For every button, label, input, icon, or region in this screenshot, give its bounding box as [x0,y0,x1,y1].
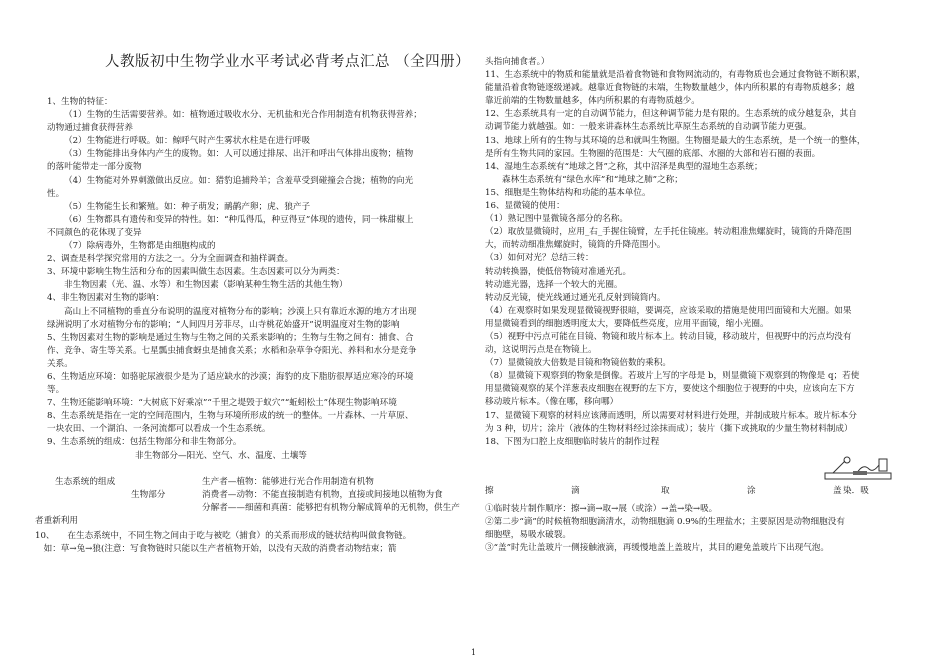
left-text-lines [47,96,467,450]
text-line: （3）如何对光？总结三转： [485,253,594,264]
text-line: 性。 [47,188,65,199]
page-title: 人教版初中生物学业水平考试必背考点汇总 （全四册） [105,54,471,70]
text-line: 2、调查是科学探究常用的方法之一。分为全面调查和抽样调查。 [47,254,294,265]
text-line: （5）生物能生长和繁殖。如：种子萌发；鸸鹋产卵；虎、狼产子 [64,201,311,212]
text-line: （7）显微镜放大倍数是目镜和物镜倍数的乘积。 [485,358,671,369]
page-number: 1 [471,648,477,657]
text-line: 13、地球上所有的生物与其环境的总和就叫生物圈。生物圈是最大的生态系统，是一个统一的整体， [485,135,866,146]
prep-note-3: ③“盖”时先让盖玻片一侧接触液滴，再缓慢地盖上盖玻片，其目的避免盖玻片下出现气泡。 [485,543,829,554]
prep-step-label: 取 [661,485,670,496]
text-line: 森林生态系统有“绿色水库”和“地球之肺”之称； [502,174,683,185]
text-line: 4、非生物因素对生物的影响： [47,293,165,304]
text-line: 17、显微镜下观察的材料应该薄而透明，所以需要对材料进行处理，并制成玻片标本。玻片标本分 [485,410,857,421]
consumer-line: 消费者—动物：不能直接制造有机物，直接或间接地以植物为食 [202,489,443,500]
text-line: 11、生态系统中的物质和能量就是沿着食物链和食物网流动的，有毒物质也会通过食物链不断积累， [485,70,866,81]
prep-note-1: ①临时装片制作顺序：擦→滴→取→展（或涂）→盖→染→吸。 [485,503,718,514]
text-line: 12、生态系统具有一定的自动调节能力，但这种调节能力是有限的。生态系统的成分越复杂，其自 [485,109,857,120]
text-line: 6、生物适应环境：如骆驼尿液很少是为了适应缺水的沙漠；海豹的皮下脂肪很厚适应寒冷的环境 [47,371,414,382]
prep-step-label: 涂 [747,485,756,496]
producer-line: 生产者—植物：能够进行光合作用制造有机物 [202,476,374,487]
text-line: 16、显微镜的使用： [485,201,565,212]
text-line: 能量沿着食物链逐级递减。越靠近食物链的末端，生物数量越少，体内所积累的有毒物质越多；越 [485,83,855,94]
text-line: 是所有生物共同的家园。生物圈的范围是：大气圈的底部、水圈的大部和岩石圈的表面。 [485,148,821,159]
text-line: 3、环境中影响生物生活和分布的因素叫做生态因素。生态因素可以分为两类： [47,267,345,278]
prep-step-label: 盖 [833,485,842,496]
text-line: 为 3 种，切片；涂片（液体的生物材料经过涂抹而成）；装片（撕下或挑取的少量生物材料制成） [485,423,853,434]
slide-prep-figure [485,451,905,503]
section-10-line1: 10、 在生态系统中，不同生物之间由于吃与被吃（捕食）的关系而形成的链状结构叫做食物链。 [35,530,412,541]
right-text-lines [485,56,905,449]
text-line: 14、湿地生态系统有“地球之肾”之称，其中沼泽是典型的湿地生态系统； [485,161,763,172]
text-line: （4）在观察时如果发现显微镜视野很暗，要调亮，应该采取的措施是使用凹面镜和大光圈。如果 [485,305,852,316]
text-line: 头指向捕食者。） [485,57,550,67]
text-line: 大，而转动细准焦螺旋时，镜筒的升降范围小。 [485,240,666,251]
right-column [485,56,905,555]
text-line: （1）生物的生活需要营养。如：植物通过吸收水分、无机盐和光合作用制造有机物获得营养； [64,110,422,121]
text-line: 作、竞争、寄生等关系。七星瓢虫捕食蚜虫是捕食关系；水稻和杂草争夺阳光、养料和水分是竞争 [47,345,417,356]
ecosystem-diagram [35,450,467,530]
text-line: 用显微镜看到的细胞透明度太大，要降低些亮度，应用平面镜，缩小光圈。 [485,318,769,329]
text-line: （2）取放显微镜时，应用_右_手握住镜臂，左手托住镜座。转动粗准焦螺旋时，镜筒的升降范围 [485,227,852,238]
section-10-line2: 如：草→兔→狼(注意：写食物链时只能以生产者植物开始，以没有天敌的消费者动物结束；箭 [35,543,397,554]
text-line: （1）熟记图中显微镜各部分的名称。 [485,214,628,225]
text-line: 靠近前端的生物数量越多，体内所积累的有毒物质越少。 [485,96,700,107]
text-line: 动物通过捕食获得营养 [47,123,133,134]
prep-note-2: ②第二步“滴”的时候植物细胞滴清水，动物细胞滴 0.9%的生理盐水；主要原因是动物细胞没有 [485,516,845,527]
text-line: 7、生物还能影响环境：“大树底下好乘凉”“千里之堤毁于蚁穴”“蚯蚓松土”体现生物影响环境 [47,398,397,409]
text-line: （8）显微镜下观察到的物象是倒像。若玻片上写的字母是 b，则显微镜下观察到的物像是 q；若使 [485,371,860,382]
text-line: 转动遮光器，选择一个较大的光圈。 [485,279,623,290]
text-line: 动，这说明污点是在物镜上。 [485,345,597,356]
text-line: （2）生物能进行呼吸。如：鲸呼气时产生雾状水柱是在进行呼吸 [64,136,311,147]
text-line: （6）生物都具有遗传和变异的特性。如：“种瓜得瓜，种豆得豆”体现的遗传，同一株甜椒上 [64,214,414,225]
decomposer-cont-line: 者重新利用 [35,515,78,526]
ecosystem-group-label: 生态系统的组成 [55,476,116,487]
decomposer-line: 分解者——细菌和真菌：能够把有机物分解成简单的无机物，供生产 [202,502,460,513]
prep-step-label: 染．吸 [843,485,869,496]
text-line: 关系。 [47,358,73,369]
text-line: 5、生物因素对生物的影响是通过生物与生物之间的关系来影响的；生物与生物之间有：捕食、合 [47,332,414,343]
text-line: （7）除病毒外，生物都是由细胞构成的 [64,241,216,252]
text-line: 1、生物的特征： [47,97,113,107]
text-line: 高山上不同植物的垂直分布说明的温度对植物分布的影响；沙漠上只有靠近水源的地方才出现 [64,306,417,317]
left-column [35,96,467,556]
text-line: 非生物因素（光、温、水等）和生物因素（影响某种生物生活的其他生物） [64,280,348,291]
text-line: 用显微镜观察的某个洋葱表皮细胞在视野的左下方，要使这个细胞位于视野的中央，应该向左下方 [485,384,855,395]
text-line: 一块农田、一个湖泊、一条河流都可以看成一个生态系统。 [47,424,271,435]
prep-note-2-cont: 细胞壁，易吸水破裂。 [485,530,571,540]
prep-step-label: 滴 [571,485,580,496]
text-line: 等。 [47,385,65,396]
slide-prep-illustration [823,455,893,483]
text-line: 8、生态系统是指在一定的空间范围内，生物与环境所形成的统一的整体。一片森林、一片草原、 [47,411,414,422]
text-line: （3）生物能排出身体内产生的废物。如：人可以通过排尿、出汗和呼出气体排出废物；植物 [64,149,414,160]
text-line: 不同颜色的花体现了变异 [47,227,142,238]
text-line: （4）生物能对外界刺激做出反应。如：猎豹追捕羚羊；含羞草受到碰撞会合拢；植物的向光 [64,175,414,186]
text-line: 转动反光镜，使光线通过通光孔反射到镜筒内。 [485,292,666,303]
text-line: 绿洲说明了水对植物分布的影响；“人间四月芳菲尽，山寺桃花始盛开”说明温度对生物的影响 [47,319,400,330]
text-line: （5）视野中污点可能在目镜、物镜和玻片标本上。转动目镜，移动玻片，但视野中的污点均没有 [485,331,852,342]
prep-step-label: 擦 [485,485,494,496]
text-line: 转动转换器，使低倍物镜对准通光孔。 [485,266,632,277]
text-line: 移动玻片标本。（像在哪，移向哪） [485,397,619,408]
text-line: 9、生态系统的组成：包括生物部分和非生物部分。 [47,437,242,448]
text-line: 动调节能力就越强。如：一般来讲森林生态系统比草原生态系统的自动调节能力更强。 [485,122,812,133]
text-line: 15、细胞是生物体结构和功能的基本单位。 [485,187,651,198]
bio-part-label: 生物部分 [131,489,166,500]
nonbio-part: 非生物部分—阳光、空气、水、温度、土壤等 [135,450,307,461]
text-line: 18、下图为口腔上皮细胞临时装片的制作过程 [485,436,660,447]
text-line: 的落叶能带走一部分废物 [47,162,142,173]
